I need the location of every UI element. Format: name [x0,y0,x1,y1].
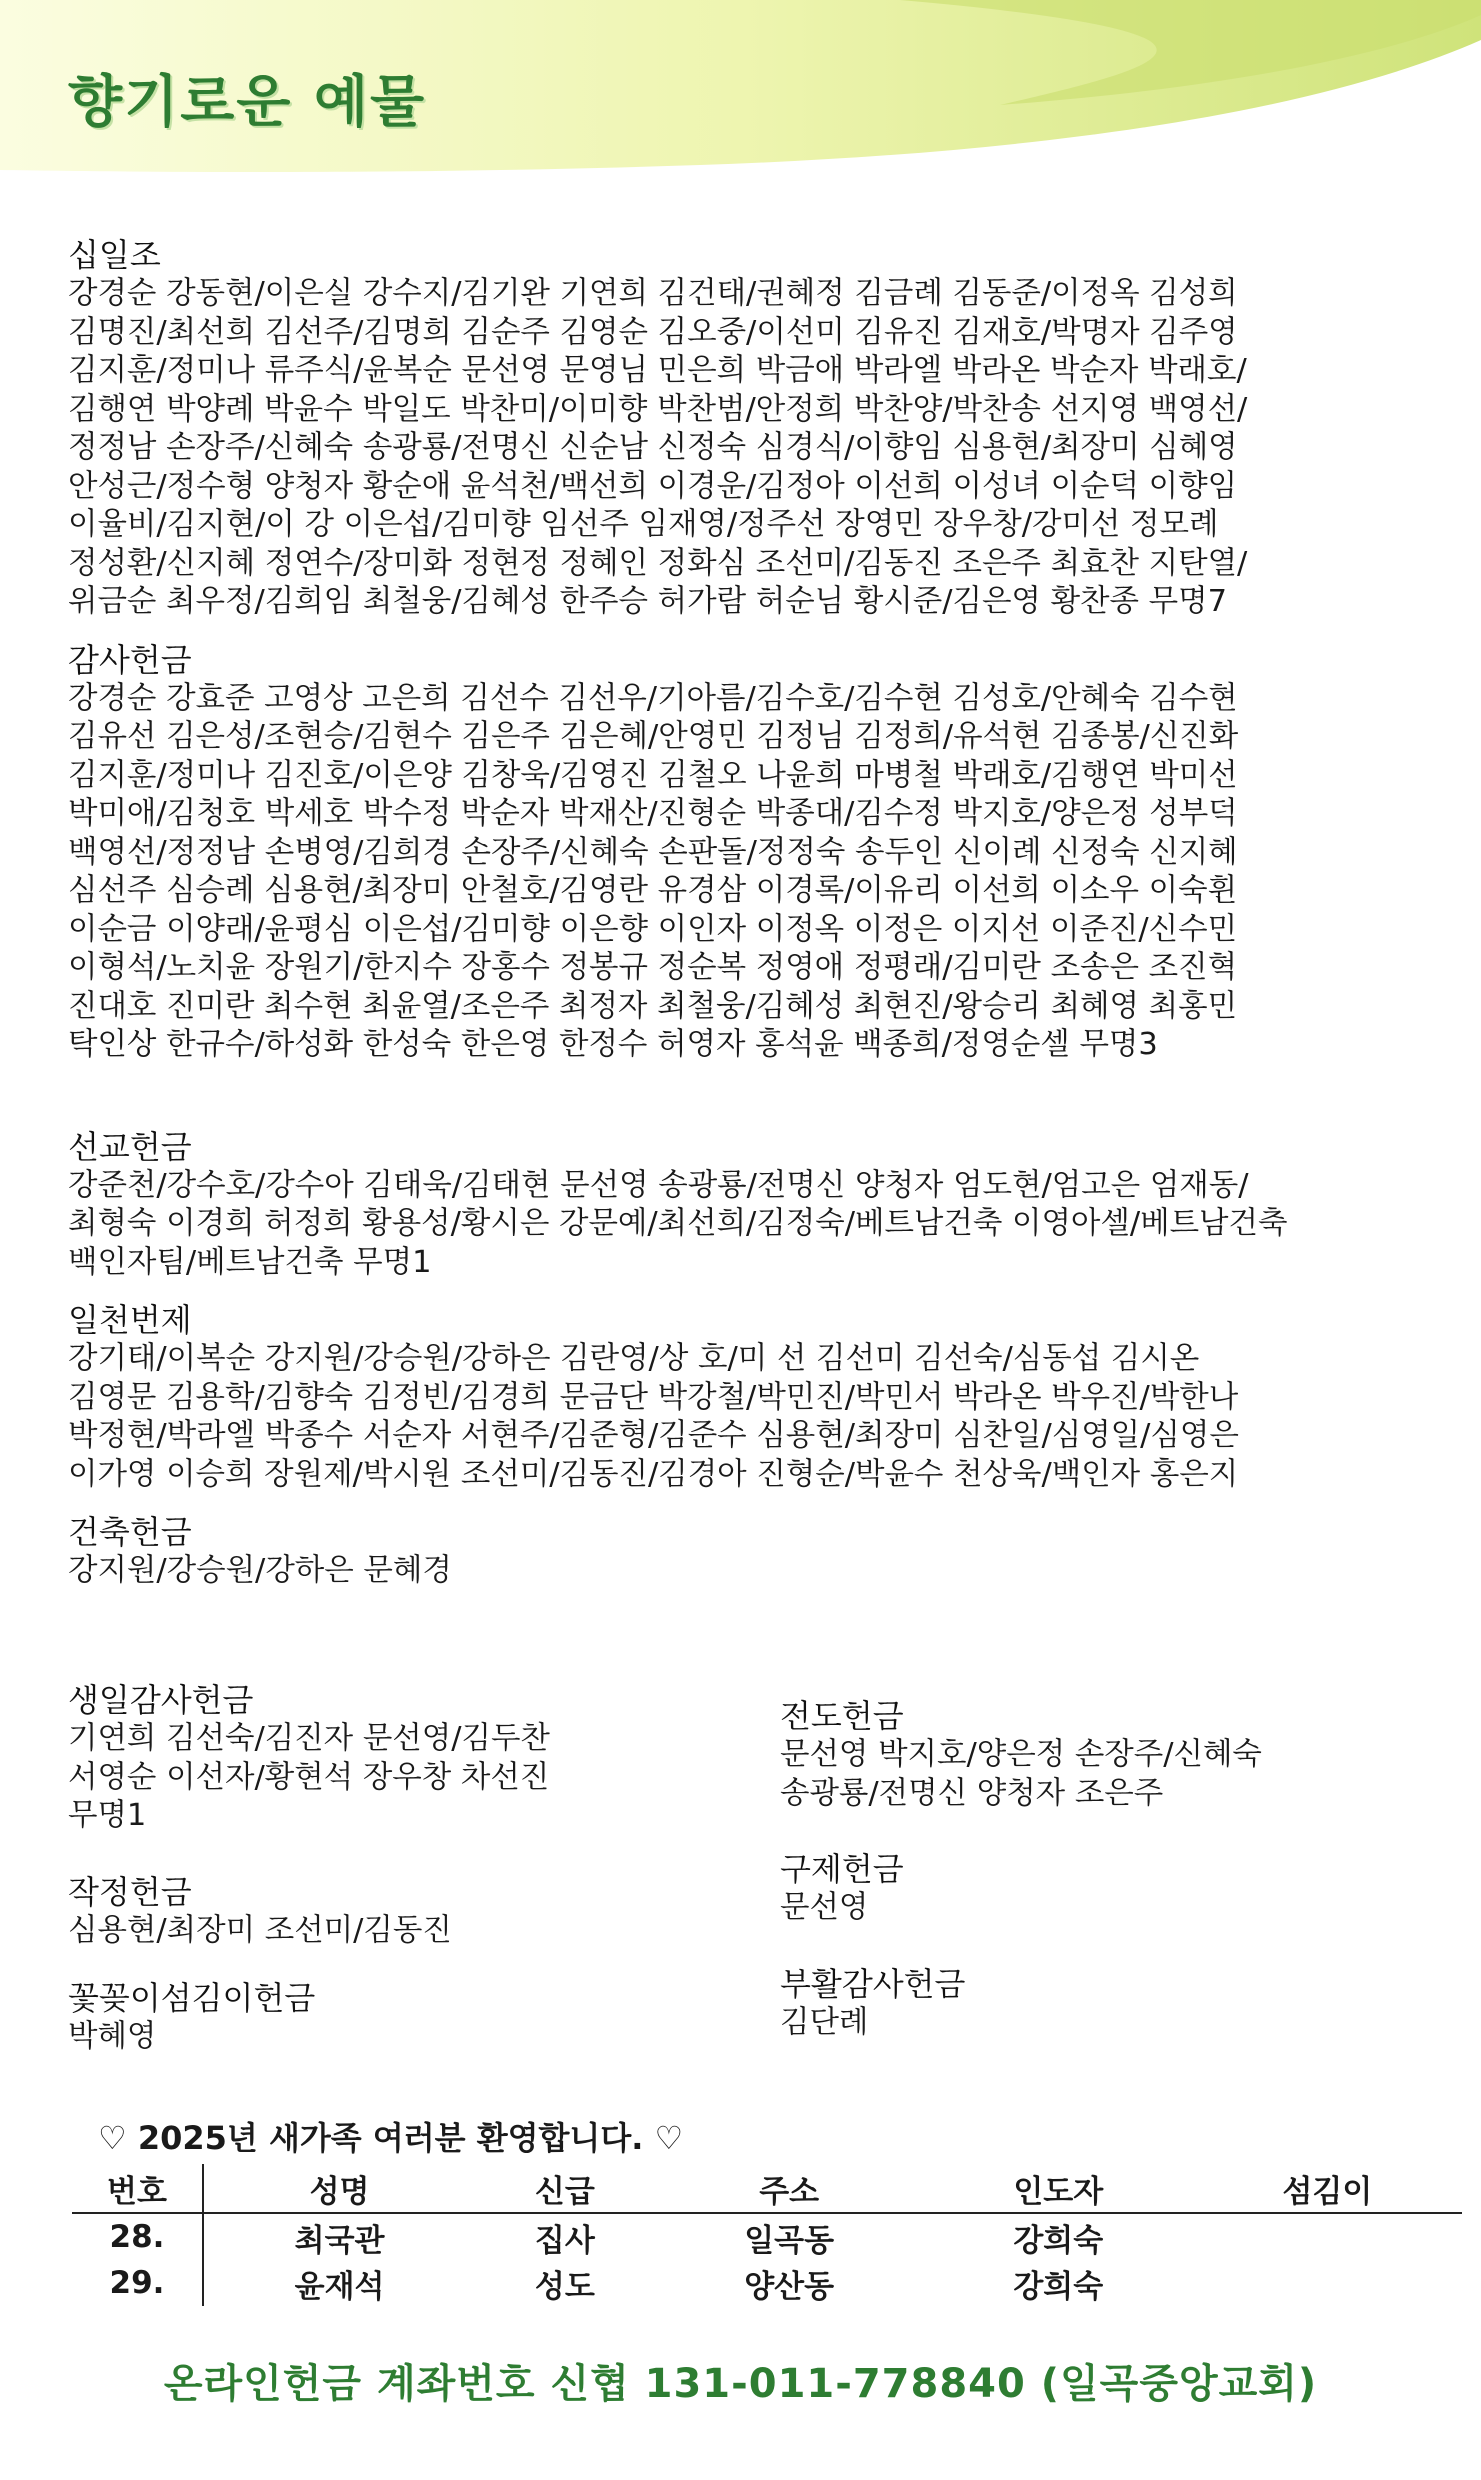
name-line: 이형석/노치윤 장원기/한지수 장홍수 정봉규 정순복 정영애 정평래/김미란 조송은 조진혁 [68,950,1238,985]
name-line: 정성환/신지혜 정연수/장미화 정현정 정혜인 정화심 조선미/김동진 조은주 최효찬 지탄열/ [68,545,1248,581]
name-line: 강경순 강효준 고영상 고은희 김선수 김선우/기아름/김수호/김수현 김성호/안혜숙 김수현 [68,680,1238,716]
name-line: 김행연 박양례 박윤수 박일도 박찬미/이미향 박찬범/안정희 박찬양/박찬송 선지영 백영선/ [68,391,1248,427]
name-line: 탁인상 한규수/하성화 한성숙 한은영 한정수 허영자 홍석윤 백종희/정영순셀 무명3 [68,1027,1158,1062]
table-row [72,2213,1462,2260]
section-title: 선교헌금 [68,1127,192,1166]
section-building [68,1512,1463,1591]
table-cell [1193,2213,1462,2260]
section-title: 전도헌금 [780,1697,904,1735]
table-cell: 성도 [534,2268,595,2305]
section-pledge [68,1872,768,1951]
section-title: 건축헌금 [68,1513,192,1551]
welcome-title: ♡ 2025년 새가족 여러분 환영합니다. ♡ [98,2119,684,2157]
section-mission [68,1127,1463,1283]
online-offering-account: 온라인헌금 계좌번호 신협 131-011-778840 (일곡중앙교회) [163,2361,1318,2407]
offering-list [68,235,1463,1609]
name-line: 기연희 김선숙/김진자 문선영/김두찬 [68,1721,550,1756]
section-thousand-offering [68,1300,1463,1494]
section-easter [780,1964,1460,2043]
name-line: 백영선/정정남 손병영/김희경 손장주/신혜숙 손판돌/정정숙 송두인 신이례 신정숙 신지혜 [68,834,1238,870]
name-line: 박혜영 [68,2019,157,2054]
right-column [780,1696,1460,2078]
name-line: 무명1 [68,1798,147,1833]
column-header: 주소 [655,2164,924,2213]
table-cell: 일곡동 [744,2222,835,2259]
name-line: 최형숙 이경희 허정희 황용성/황시은 강문예/최선희/김정숙/베트남건축 이영아셀/베트남건축 [68,1206,1288,1241]
section-title: 꽃꽂이섬김이헌금 [68,1979,316,2017]
new-family-table [72,2164,1462,2306]
name-line: 문선영 [780,1890,869,1925]
section-evangelism [780,1696,1460,1813]
name-line: 박미애/김청호 박세호 박수정 박순자 박재산/진형순 박종대/김수정 박지호/양은정 성부덕 [68,796,1238,831]
table-cell [1193,2260,1462,2306]
left-column [68,1680,768,2093]
name-line: 이순금 이양래/윤평심 이은섭/김미향 이은향 이인자 이정옥 이정은 이지선 이준진/신수민 [68,911,1238,947]
name-line: 김지훈/정미나 류주식/윤복순 문선영 문영님 민은희 박금애 박라엘 박라온 박순자 박래호/ [68,353,1247,388]
name-line: 심용현/최장미 조선미/김동진 [68,1912,452,1948]
name-line: 강경순 강동현/이은실 강수지/김기완 기연희 김건태/권혜정 김금례 김동준/이정옥 김성희 [68,276,1238,311]
column-header: 신급 [475,2164,654,2213]
section-title: 구제헌금 [780,1850,904,1888]
name-line: 강기태/이복순 강지원/강승원/강하은 김란영/상 호/미 선 김선미 김선숙/심동섭 김시온 [68,1341,1200,1376]
name-line: 강지원/강승원/강하은 문혜경 [68,1553,452,1588]
table-cell: 윤재석 [294,2268,385,2305]
section-title: 작정헌금 [68,1872,192,1911]
table-header-row [72,2164,1462,2213]
column-header: 성명 [203,2164,475,2213]
table-cell: 강희숙 [1013,2222,1104,2259]
name-line: 정정남 손장주/신혜숙 송광룡/전명신 신순남 신정숙 심경식/이향임 심용현/최장미 심혜영 [68,430,1238,465]
name-line: 김단례 [780,2004,869,2040]
section-birthday [68,1680,768,1836]
section-relief [780,1849,1460,1928]
name-line: 강준천/강수호/강수아 김태욱/김태현 문선영 송광룡/전명신 양청자 엄도현/엄고은 엄재동/ [68,1167,1249,1203]
table-cell: 강희숙 [1013,2268,1104,2305]
new-family-welcome [72,2118,1462,2306]
name-line: 이율비/김지현/이 강 이은섭/김미향 임선주 임재영/정주선 장영민 장우창/강미선 정모례 [68,507,1219,542]
section-title: 부활감사헌금 [780,1964,966,2003]
name-line: 송광룡/전명신 양청자 조은주 [780,1775,1164,1811]
column-header: 섬김이 [1193,2164,1462,2213]
name-line: 김명진/최선희 김선주/김명희 김순주 김영순 김오중/이선미 김유진 김재호/박명자 김주영 [68,314,1238,350]
table-cell: 양산동 [744,2268,835,2305]
table-cell: 29. [72,2260,203,2306]
table-cell: 집사 [534,2222,595,2259]
section-thanksgiving [68,640,1463,1065]
section-title: 감사헌금 [68,640,192,679]
section-title: 십일조 [68,236,161,274]
column-header: 인도자 [924,2164,1193,2213]
page-title: 향기로운 예물 [68,70,427,135]
section-title: 생일감사헌금 [68,1681,254,1719]
section-title: 일천번제 [68,1301,192,1339]
table-cell: 최국관 [294,2222,385,2259]
name-line: 김영문 김용학/김향숙 김정빈/김경희 문금단 박강철/박민진/박민서 박라온 박우진/박한나 [68,1379,1239,1415]
name-line: 서영순 이선자/황현석 장우창 차선진 [68,1759,550,1795]
name-line: 이가영 이승희 장원제/박시원 조선미/김동진/김경아 진형순/박윤수 천상욱/백인자 홍은지 [68,1456,1239,1492]
section-tithe [68,235,1463,622]
name-line: 진대호 진미란 최수현 최윤열/조은주 최정자 최철웅/김혜성 최현진/왕승리 최혜영 최홍민 [68,988,1238,1024]
name-line: 박정현/박라엘 박종수 서순자 서현주/김준형/김준수 심용현/최장미 심찬일/심영일/심영은 [68,1418,1239,1453]
name-line: 안성근/정수형 양청자 황순애 윤석천/백선희 이경운/김정아 이선희 이성녀 이순덕 이향임 [68,468,1238,504]
section-flower [68,1978,768,2057]
table-cell: 28. [72,2213,203,2260]
name-line: 심선주 심승례 심용현/최장미 안철호/김영란 유경삼 이경록/이유리 이선희 이소우 이숙휜 [68,873,1238,908]
name-line: 문선영 박지호/양은정 손장주/신혜숙 [780,1737,1262,1772]
name-line: 김유선 김은성/조현승/김현수 김은주 김은혜/안영민 김정님 김정희/유석현 김종봉/신진화 [68,719,1239,754]
name-line: 위금순 최우정/김희임 최철웅/김혜성 한주승 허가람 허순님 황시준/김은영 황찬종 무명7 [68,584,1227,619]
name-line: 김지훈/정미나 김진호/이은양 김창욱/김영진 김철오 나윤희 마병철 박래호/김행연 박미선 [68,757,1238,793]
table-row [72,2260,1462,2306]
name-line: 백인자팀/베트남건축 무명1 [68,1244,432,1280]
column-header: 번호 [72,2164,203,2213]
